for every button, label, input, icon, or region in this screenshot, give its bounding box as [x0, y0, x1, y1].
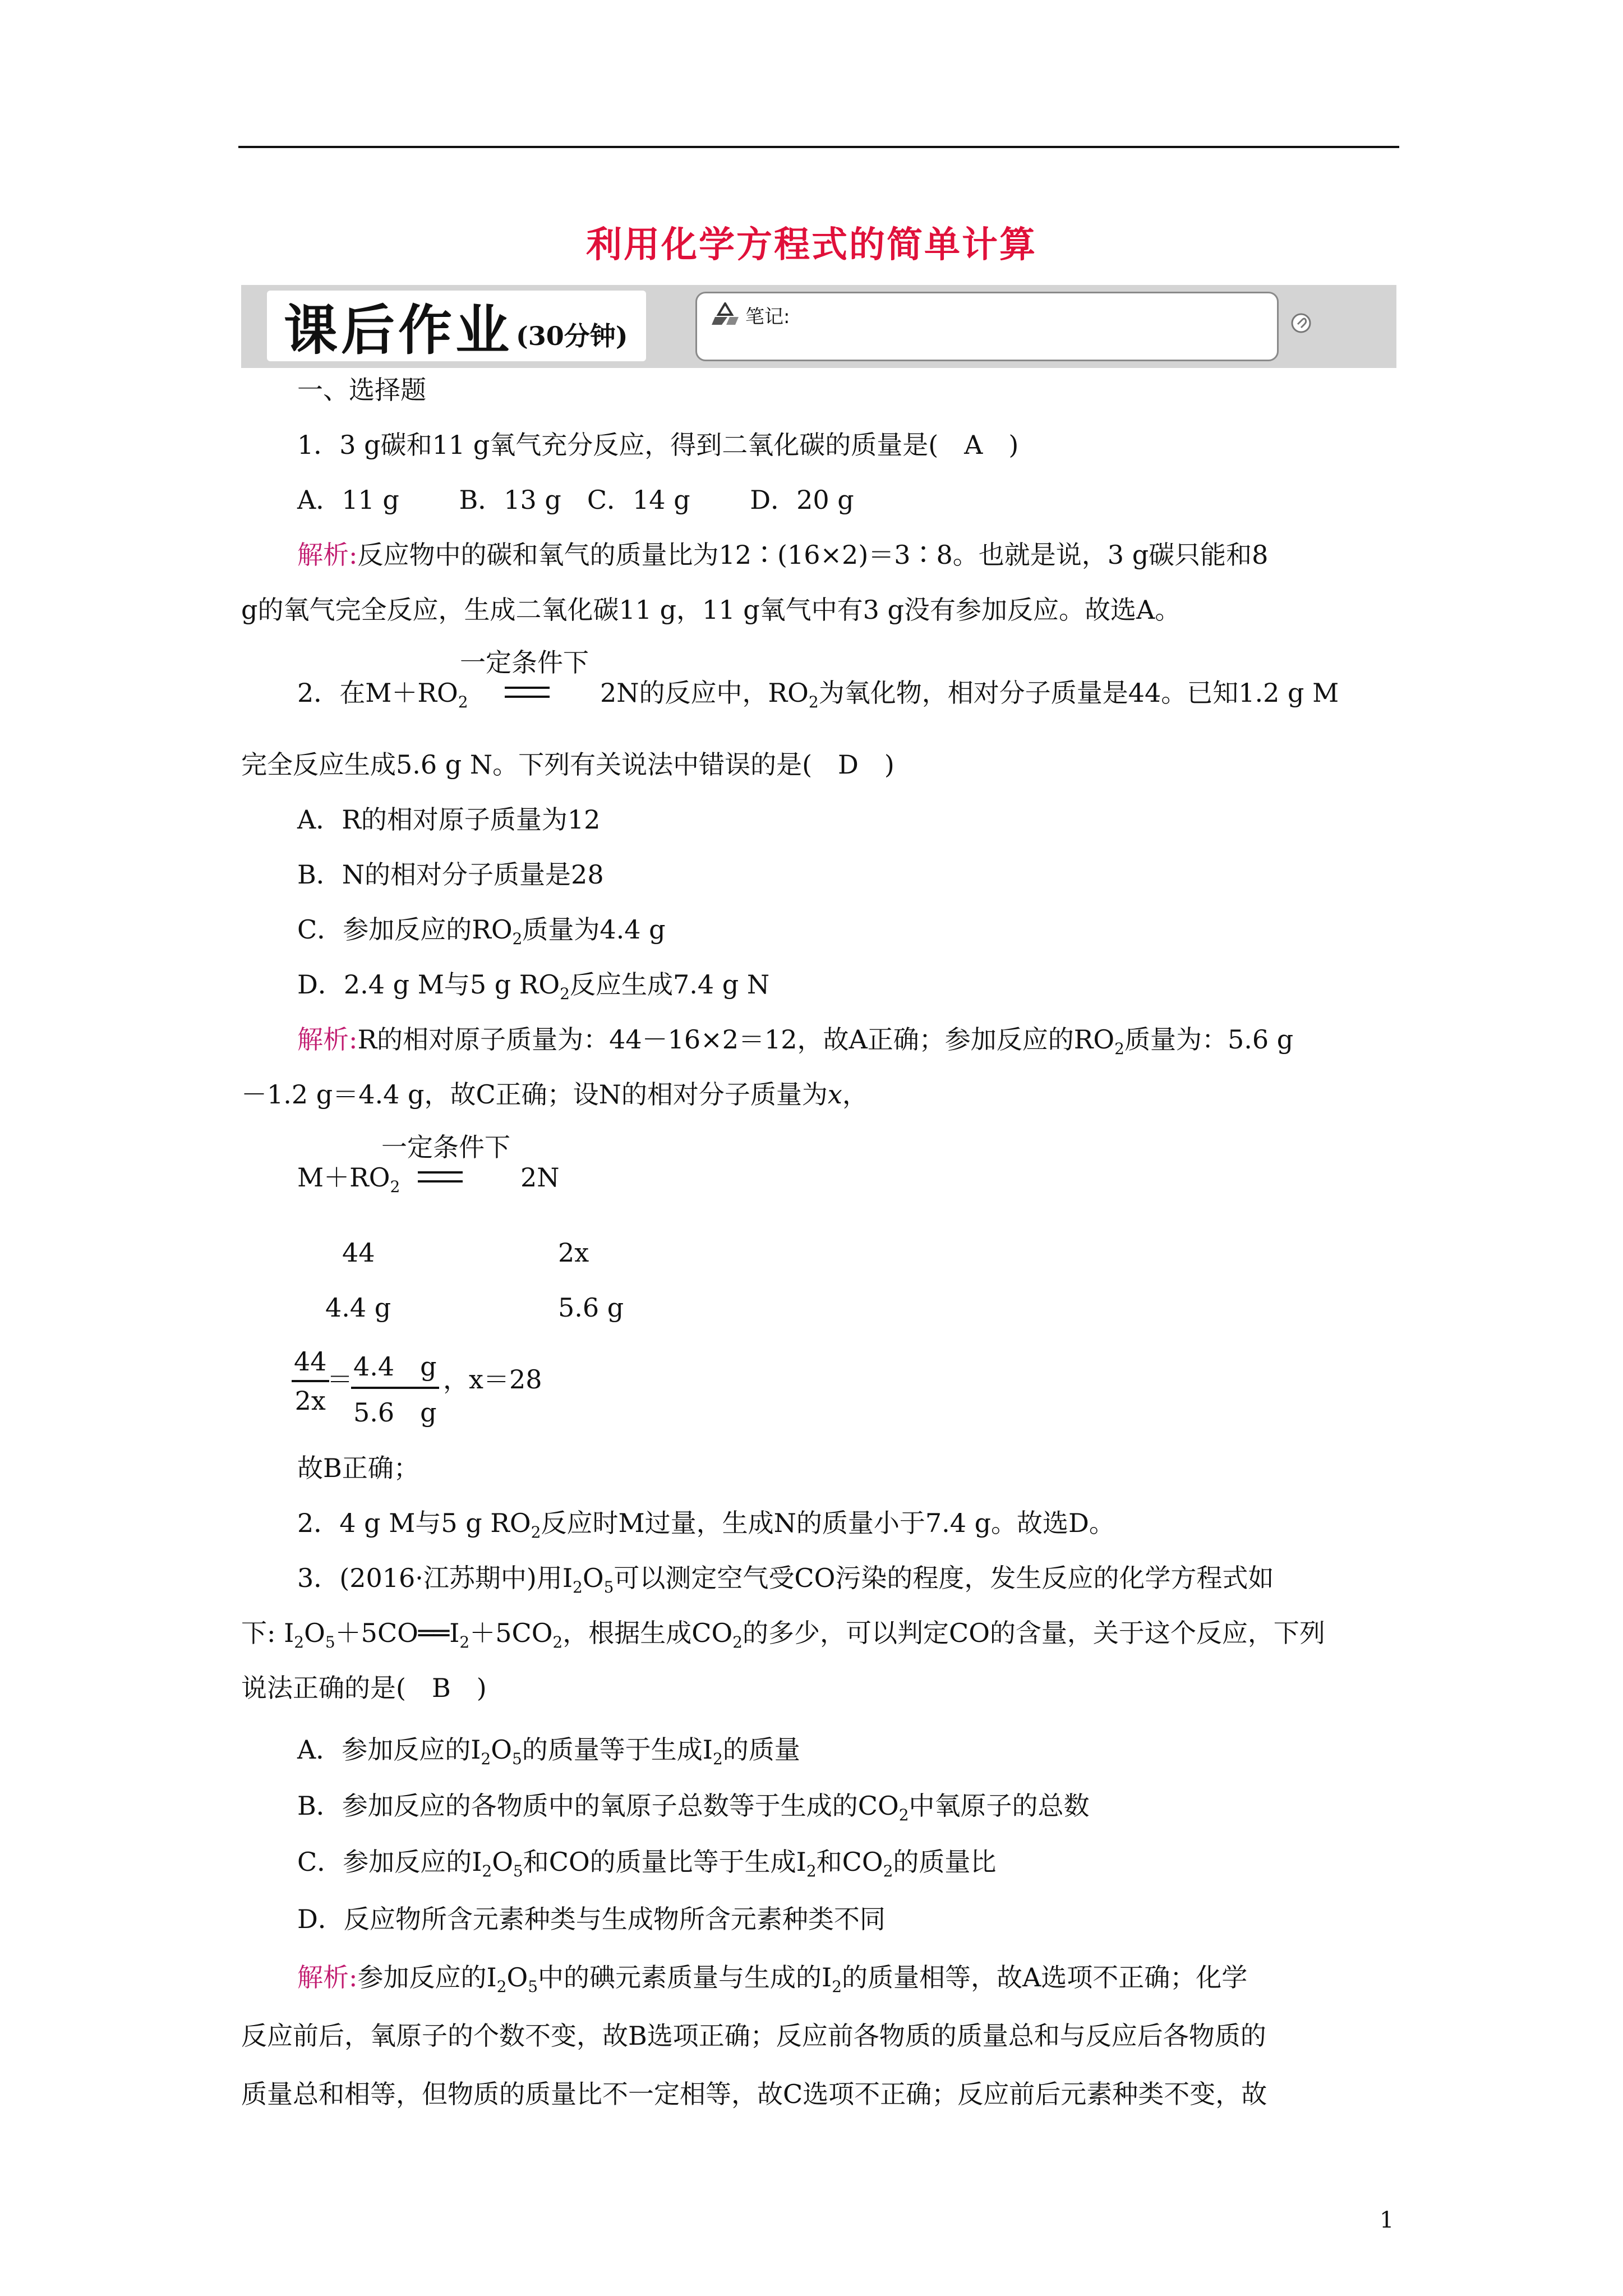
- analysis-label: 解析:: [297, 540, 358, 570]
- ratio-row1-left: 44: [342, 1237, 375, 1268]
- section-heading: 一、选择题: [297, 375, 426, 405]
- analysis-label: 解析:: [297, 1024, 358, 1055]
- q2-stem-line1-cont: 2N的反应中，$RO_2$为氧化物，相对分子质量是44。已知1.2 g M: [600, 678, 1339, 711]
- q3-analysis-line1: 解析:参加反应的$I_2O_5$中的碘元素质量与生成的$I_2$的质量相等，故A选项不正确；化学: [297, 1962, 1248, 1996]
- q2-option-c: C．参加反应的$RO_2$质量为4.4 g: [297, 914, 666, 948]
- q3-stem-line3: 说法正确的是( B ): [241, 1673, 487, 1703]
- q3-analysis-line3: 质量总和相等，但物质的质量比不一定相等，故C选项不正确；反应前后元素种类不变，故: [241, 2079, 1267, 2109]
- q2-equals-sign: [505, 687, 550, 698]
- ratio-row2-left: 4.4 g: [325, 1292, 391, 1323]
- paperclip-icon: [1290, 312, 1312, 334]
- q2-conclusion: 2．4 g M与5 g $RO_2$反应时M过量，生成N的质量小于7.4 g。故选D。: [297, 1508, 1115, 1542]
- ratio-row2-right: 5.6 g: [558, 1292, 624, 1323]
- eq-right: 2N: [520, 1162, 560, 1193]
- analysis-label: 解析:: [297, 1962, 358, 1993]
- recycle-icon: [711, 302, 740, 326]
- q3-option-b: B．参加反应的各物质中的氧原子总数等于生成的$CO_2$中氧原子的总数: [297, 1791, 1090, 1824]
- q1-options: A．11 g B．13 g C．14 g D．20 g: [297, 485, 854, 515]
- q3-option-d: D．反应物所含元素种类与生成物所含元素种类不同: [297, 1904, 886, 1934]
- q3-analysis-line2: 反应前后，氧原子的个数不变，故B选项正确；反应前各物质的质量总和与反应后各物质的: [241, 2021, 1266, 2051]
- fraction-result: ，x＝28: [443, 1364, 542, 1395]
- eq-equals-sign: [418, 1171, 463, 1182]
- eq-condition: 一定条件下: [381, 1132, 510, 1162]
- q1-stem: 1．3 g碳和11 g氧气充分反应，得到二氧化碳的质量是( A ): [297, 430, 1019, 460]
- q2-stem-line1: 2．在$M+RO_2$: [297, 678, 468, 711]
- q2-b-correct: 故B正确；: [297, 1453, 419, 1483]
- q2-condition: 一定条件下: [460, 647, 589, 678]
- q2-option-a: A．R的相对原子质量为12: [297, 804, 601, 835]
- q3-stem-line1: 3．(2016·江苏期中)用$I_2O_5$可以测定空气受CO污染的程度，发生反应的化学方程式如: [297, 1563, 1274, 1596]
- homework-label: 课后作业: [284, 298, 513, 362]
- q2-option-b: B．N的相对分子质量是28: [297, 859, 604, 890]
- ratio-row1-right: 2x: [558, 1237, 589, 1268]
- page-title: 利用化学方程式的简单计算: [586, 224, 1037, 266]
- page-number: 1: [1380, 2207, 1394, 2233]
- q2-analysis-line2: －1.2 g＝4.4 g，故C正确；设N的相对分子质量为x，: [241, 1079, 868, 1110]
- q2-stem-line2: 完全反应生成5.6 g N。下列有关说法中错误的是( D ): [241, 749, 895, 780]
- fraction-left: $\frac{44}{2x}$: [292, 1346, 329, 1416]
- notes-label: 笔记:: [745, 306, 790, 328]
- fraction-equals: ＝: [327, 1364, 353, 1395]
- eq-left: $M+RO_2$: [297, 1162, 400, 1196]
- q3-option-c: C．参加反应的$I_2O_5$和CO的质量比等于生成$I_2$和$CO_2$的质量比: [297, 1847, 997, 1880]
- q2-analysis-line1: 解析:R的相对原子质量为：44－16×2＝12，故A正确；参加反应的$RO_2$质量为：5.6 g: [297, 1024, 1294, 1058]
- homework-heading: [267, 291, 646, 361]
- header-rule: [238, 146, 1399, 148]
- notes-field[interactable]: [695, 292, 1279, 361]
- q3-stem-line2: 下: $I_2O_5+5CO══I_2+5CO_2$，根据生成$CO_2$的多少，可以判定CO的含量，关于这个反应，下列: [241, 1618, 1325, 1651]
- q2-option-d: D．2.4 g M与5 g $RO_2$反应生成7.4 g N: [297, 969, 770, 1003]
- q1-analysis-line1: 解析:反应物中的碳和氧气的质量比为12∶(16×2)＝3∶8。也就是说，3 g碳只能和8: [297, 540, 1269, 570]
- time-limit: (30分钟): [516, 321, 628, 351]
- q1-analysis-line2: g的氧气完全反应，生成二氧化碳11 g，11 g氧气中有3 g没有参加反应。故选A。: [241, 595, 1181, 625]
- q3-option-a: A．参加反应的$I_2O_5$的质量等于生成$I_2$的质量: [297, 1734, 800, 1768]
- fraction-right: $\frac{4.4 g}{5.6 g}$: [351, 1346, 439, 1429]
